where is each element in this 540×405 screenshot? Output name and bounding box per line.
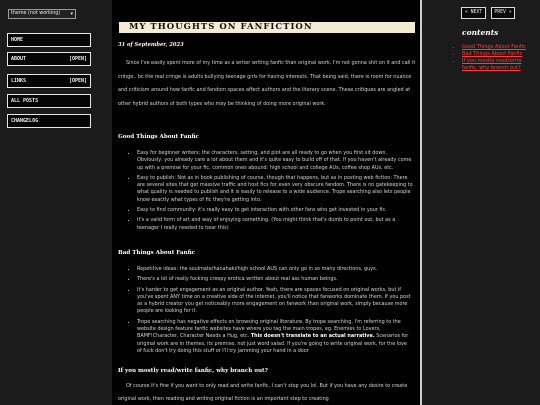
- sidebar-item-label: ALL POSTS: [11, 98, 39, 104]
- sidebar-item-label: CHANGELOG: [11, 118, 39, 124]
- post-column: [112, 0, 422, 405]
- contents-item: [462, 51, 532, 58]
- sidebar-item-home[interactable]: [7, 33, 91, 47]
- contents-link-good-things[interactable]: Good Things About Fanfic: [462, 44, 526, 50]
- list-item: • Repetitive ideas: the soulmate/hanahaki/high school AUS can only go in so many directions, guys.: [137, 266, 413, 273]
- post-date: 31 of September, 2023: [118, 42, 184, 48]
- sidebar-item-about[interactable]: [7, 52, 91, 66]
- sidebar-item-links[interactable]: [7, 74, 91, 88]
- prev-post-button[interactable]: PREV »: [491, 7, 515, 19]
- post-title: MY THOUGHTS ON FANFICTION: [129, 22, 313, 32]
- sidebar-item-all-posts[interactable]: [7, 94, 91, 108]
- contents-item: [462, 44, 532, 51]
- next-post-button[interactable]: « NEXT: [461, 7, 486, 19]
- contents-link-why-branch-out[interactable]: If you mostly read/write fanfic, why branch out?: [462, 58, 522, 71]
- contents-link-bad-things[interactable]: Bad Things About Fanfic: [462, 51, 523, 57]
- sidebar-item-changelog[interactable]: [7, 114, 91, 128]
- list-item-text: Trope searching has negative effects on browsing original literature. By trope searching, I'm referring to the website design feature fanfic websites have where you tag the main tropes, eg. Enemies to Lovers, BAMF!Character, Character Needs a Hug, etc.: [137, 318, 401, 340]
- sidebar-item-label: HOME: [11, 37, 24, 43]
- good-things-list: [137, 150, 413, 235]
- section-heading-good-things: Good Things About Fanfic: [118, 134, 199, 140]
- sidebar-item-label: LINKS: [11, 78, 27, 84]
- contents-list: [462, 44, 532, 72]
- sidebar-item-label: ABOUT: [11, 56, 27, 62]
- list-item: • Easy for beginner writers: the characters, setting, and plot are all ready to go when you first sit down. Obviously, you already care a lot about them and it's quite easy to build off of that. If you haven't already come up with a premise for your fic, common ones abound: high school and college AUs, coffee shop AUs, etc.: [137, 150, 413, 172]
- about-open-toggle[interactable]: [OPEN]: [68, 56, 87, 62]
- list-item: • Easy to publish: Not as in book publishing of course, though that happens, but as in posting web fiction: There are several sites that get massive traffic and host fics for even very obscure fandom. There is no gatekeeping to what quality is needed to publish and it is easily to release to a wide audience. Trope searching also lets people know exactly what types of fic they're getting into.: [137, 175, 413, 204]
- list-item: • Easy to find community: it's really easy to get interaction with other fans who get invested in your fic.: [137, 207, 413, 214]
- list-item-bold-text: This doesn't translate to an actual narrative.: [250, 333, 375, 340]
- section-heading-why-branch-out: If you mostly read/write fanfic, why branch out?: [118, 368, 268, 374]
- list-item: • It's a valid form of art and way of enjoying something. (You might think that's dumb to point out, but as a teenager I really needed to hear this): [137, 217, 413, 232]
- contents-item: [462, 58, 532, 72]
- theme-select-value: theme (not working): [11, 11, 61, 16]
- section-heading-bad-things: Bad Things About Fanfic: [118, 250, 196, 256]
- post-intro: Since I've easily spent more of my time as a writer writing fanfic than original work, I'm not gonna shit on it and call it cringe.. bc the real cringe is adults bullying teenage girls for having interests. That being said, there is room for nuance and criticism around how fanfic and fandom spaces affect authors and the literary scene. These critiques are angled at other hybrid authors of both types who may be thinking of doing more original work.: [118, 60, 416, 107]
- theme-select[interactable]: [8, 9, 76, 19]
- links-open-toggle[interactable]: [OPEN]: [68, 78, 87, 84]
- post-title-bar: [118, 21, 416, 34]
- list-item: • There's a lot of really fucking creepy erotica written about real ass human beings.: [137, 276, 413, 283]
- chevron-down-icon: ▾: [70, 11, 73, 17]
- list-item: [137, 319, 413, 355]
- list-item-text-after: Scenarios for original work are in themes, its premise, not just word salad. If you're going to write original work, for the love of fuck don't try doing this stuff or I'll try jamming your hand in a door: [137, 333, 409, 354]
- contents-heading: contents: [462, 28, 499, 37]
- section-paragraph: Of course it's fine if you want to only read and write fanfic, I can't stop you lol. But if you have any desire to create original work, then reading and writing original fiction is an important step to creating: [118, 383, 408, 402]
- bad-things-list: [137, 266, 413, 358]
- list-item: • It's harder to get engagement as an original author. Yeah, there are spaces focused on original works, but if you've spent ANY time on a creative side of the internet, you'll notice that fanworks dominate them. If you post as a hybrid creator you get noticeably more engagement on fanwork than original work, simply because more people are looking for it.: [137, 287, 413, 316]
